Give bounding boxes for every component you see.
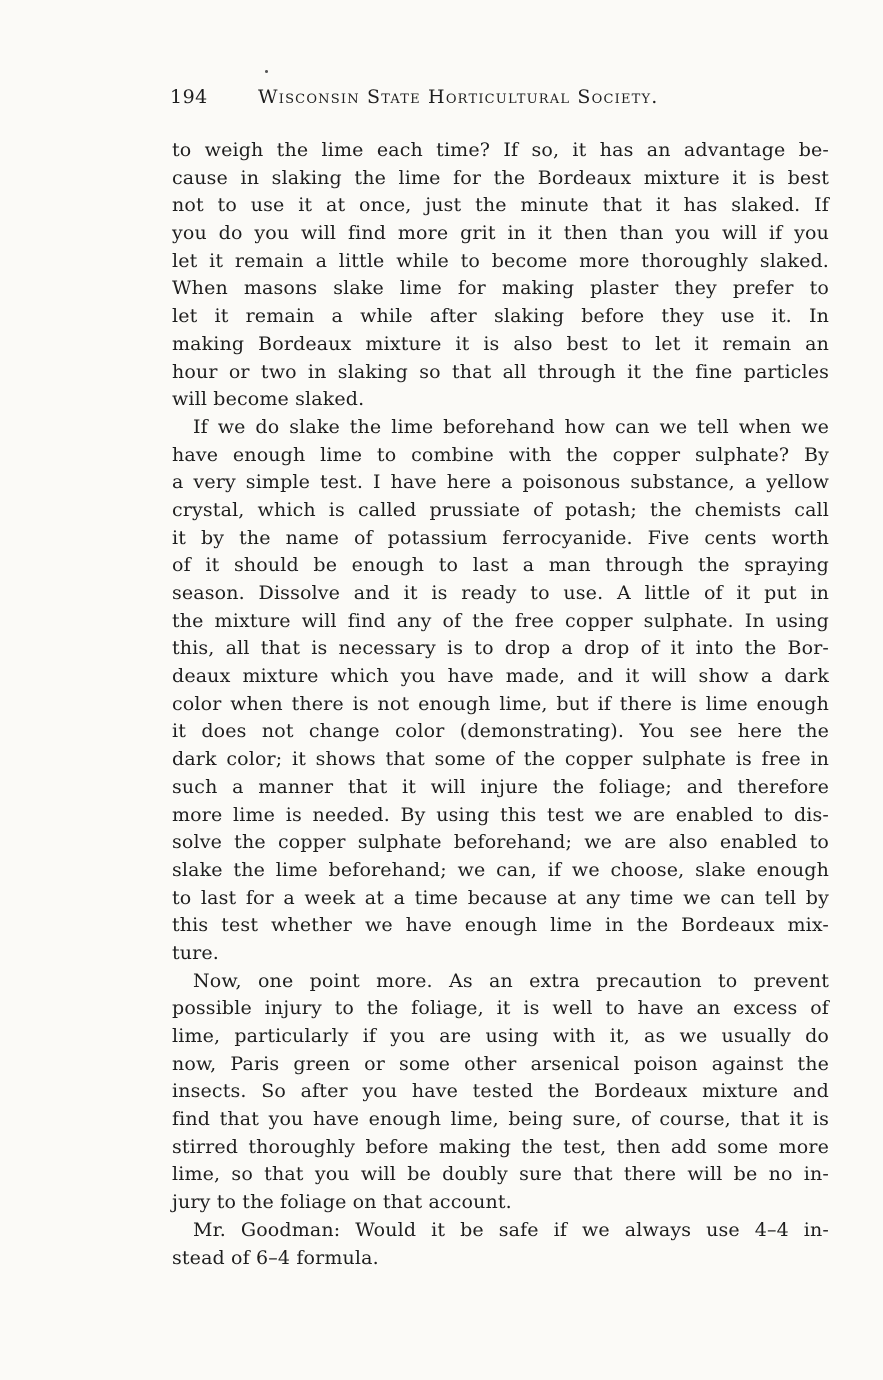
text-line: cause in slaking the lime for the Bordeaux mixture it is best bbox=[172, 166, 829, 189]
text-line: possible injury to the foliage, it is well to have an excess of bbox=[172, 997, 829, 1020]
text-line: the mixture will find any of the free copper sulphate. In using bbox=[172, 609, 829, 632]
text-line: such a manner that it will injure the foliage; and therefore bbox=[172, 775, 829, 798]
running-header bbox=[170, 86, 830, 116]
text-line: not to use it at once, just the minute that it has slaked. If bbox=[172, 194, 829, 217]
text-line: jury to the foliage on that account. bbox=[172, 1191, 512, 1214]
text-line: this test whether we have enough lime in the Bordeaux mix- bbox=[172, 914, 829, 937]
text-line: stirred thoroughly before making the test, then add some more bbox=[172, 1135, 829, 1158]
text-line: lime, so that you will be doubly sure that there will be no in- bbox=[172, 1163, 829, 1186]
text-line: making Bordeaux mixture it is also best to let it remain an bbox=[172, 332, 829, 355]
text-line: slake the lime beforehand; we can, if we choose, slake enough bbox=[172, 858, 829, 881]
text-line: of it should be enough to last a man through the spraying bbox=[172, 554, 829, 577]
text-line: lime, particularly if you are using with it, as we usually do bbox=[172, 1025, 829, 1047]
text-line: to last for a week at a time because at any time we can tell by bbox=[172, 886, 829, 909]
text-line: season. Dissolve and it is ready to use. A little of it put in bbox=[172, 582, 829, 604]
text-line: this, all that is necessary is to drop a drop of it into the Bor- bbox=[172, 637, 829, 660]
text-line: more lime is needed. By using this test we are enabled to dis- bbox=[172, 803, 829, 826]
text-line: stead of 6–4 formula. bbox=[172, 1246, 379, 1269]
text-line: you do you will find more grit in it then than you will if you bbox=[172, 222, 829, 245]
text-line: find that you have enough lime, being sure, of course, that it is bbox=[172, 1108, 829, 1131]
text-line: color when there is not enough lime, but if there is lime enough bbox=[172, 692, 829, 715]
text-line: insects. So after you have tested the Bordeaux mixture and bbox=[172, 1080, 829, 1103]
page-number: 194 bbox=[170, 86, 208, 108]
text-line: If we do slake the lime beforehand how can we tell when we bbox=[193, 415, 829, 438]
text-line: deaux mixture which you have made, and it will show a dark bbox=[172, 665, 829, 688]
text-line: When masons slake lime for making plaster they prefer to bbox=[172, 277, 829, 300]
text-line: it by the name of potassium ferrocyanide. Five cents worth bbox=[172, 526, 829, 549]
text-line: will become slaked. bbox=[172, 388, 365, 411]
text-line: crystal, which is called prussiate of potash; the chemists call bbox=[172, 498, 829, 521]
text-line: Mr. Goodman: Would it be safe if we always use 4–4 in- bbox=[193, 1218, 829, 1241]
text-line: solve the copper sulphate beforehand; we are also enabled to bbox=[172, 831, 829, 854]
text-line: a very simple test. I have here a poisonous substance, a yellow bbox=[172, 471, 829, 494]
text-line: let it remain a little while to become more thoroughly slaked. bbox=[172, 249, 829, 272]
running-title: Wisconsin State Horticultural Society. bbox=[258, 86, 659, 108]
text-line: ture. bbox=[172, 941, 219, 964]
text-line: it does not change color (demonstrating). You see here the bbox=[172, 720, 829, 743]
text-line: Now, one point more. As an extra precaution to prevent bbox=[193, 969, 829, 992]
text-line: to weigh the lime each time? If so, it has an advantage be- bbox=[172, 139, 829, 161]
body-text bbox=[172, 137, 829, 1272]
text-line: hour or two in slaking so that all through it the fine particles bbox=[172, 360, 829, 383]
text-line: now, Paris green or some other arsenical poison against the bbox=[172, 1052, 829, 1075]
ink-speck bbox=[265, 70, 268, 73]
text-line: dark color; it shows that some of the copper sulphate is free in bbox=[172, 748, 829, 771]
text-line: have enough lime to combine with the copper sulphate? By bbox=[172, 443, 829, 466]
text-line: let it remain a while after slaking before they use it. In bbox=[172, 305, 829, 328]
